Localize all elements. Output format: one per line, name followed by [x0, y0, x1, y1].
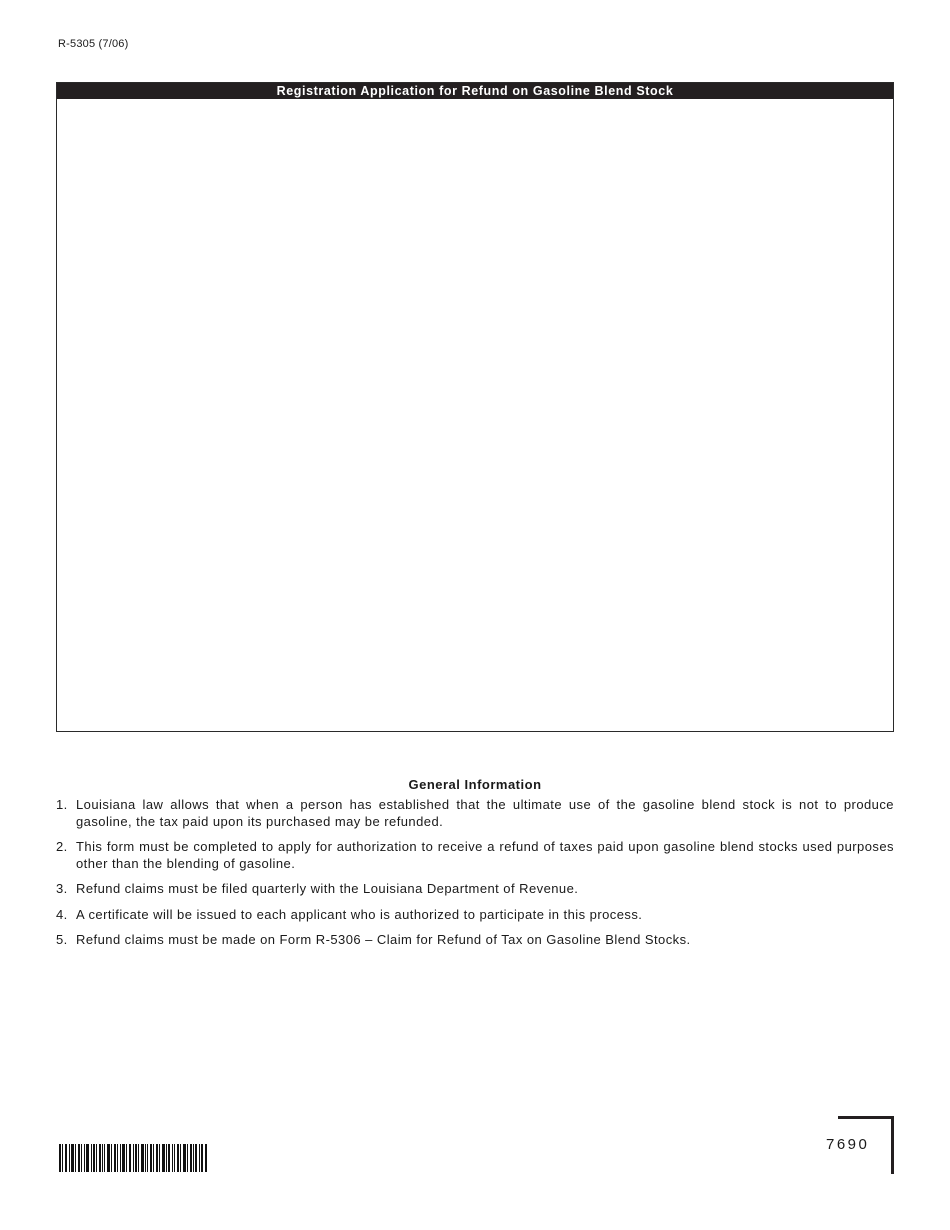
- page-number: 7690: [826, 1136, 870, 1153]
- general-information-list: [56, 797, 894, 958]
- info-item-number: 3.: [56, 881, 68, 896]
- barcode: [59, 1144, 207, 1172]
- info-item-text: A certificate will be issued to each applicant who is authorized to participate in this process.: [76, 906, 643, 922]
- form-code: R-5305 (7/06): [58, 38, 129, 50]
- info-item-text: This form must be completed to apply for authorization to receive a refund of taxes paid upon gasoline blend stocks used purposes other than the blending of gasoline.: [76, 839, 894, 871]
- general-information-title: General Information: [408, 777, 542, 792]
- info-item-text: Refund claims must be made on Form R-5306 – Claim for Refund of Tax on Gasoline Blend Stocks.: [76, 932, 691, 947]
- info-item: [56, 797, 894, 830]
- info-item-text: Refund claims must be filed quarterly with the Louisiana Department of Revenue.: [76, 881, 579, 896]
- form-body-area: [57, 99, 893, 731]
- info-item: [56, 907, 894, 924]
- info-item: [56, 881, 894, 898]
- info-item: [56, 932, 894, 949]
- info-item-text: Louisiana law allows that when a person has established that the ultimate use of the gasoline blend stock is not to produce gasoline, the tax paid upon its purchased may be refunded.: [76, 797, 894, 829]
- info-item-number: 4.: [56, 906, 68, 922]
- info-item-number: 2.: [56, 839, 68, 854]
- info-item-number: 5.: [56, 932, 68, 947]
- form-title-bar: Registration Application for Refund on Gasoline Blend Stock: [57, 83, 893, 99]
- info-item: [56, 839, 894, 872]
- registration-form-box: [56, 82, 894, 732]
- info-item-number: 1.: [56, 797, 68, 812]
